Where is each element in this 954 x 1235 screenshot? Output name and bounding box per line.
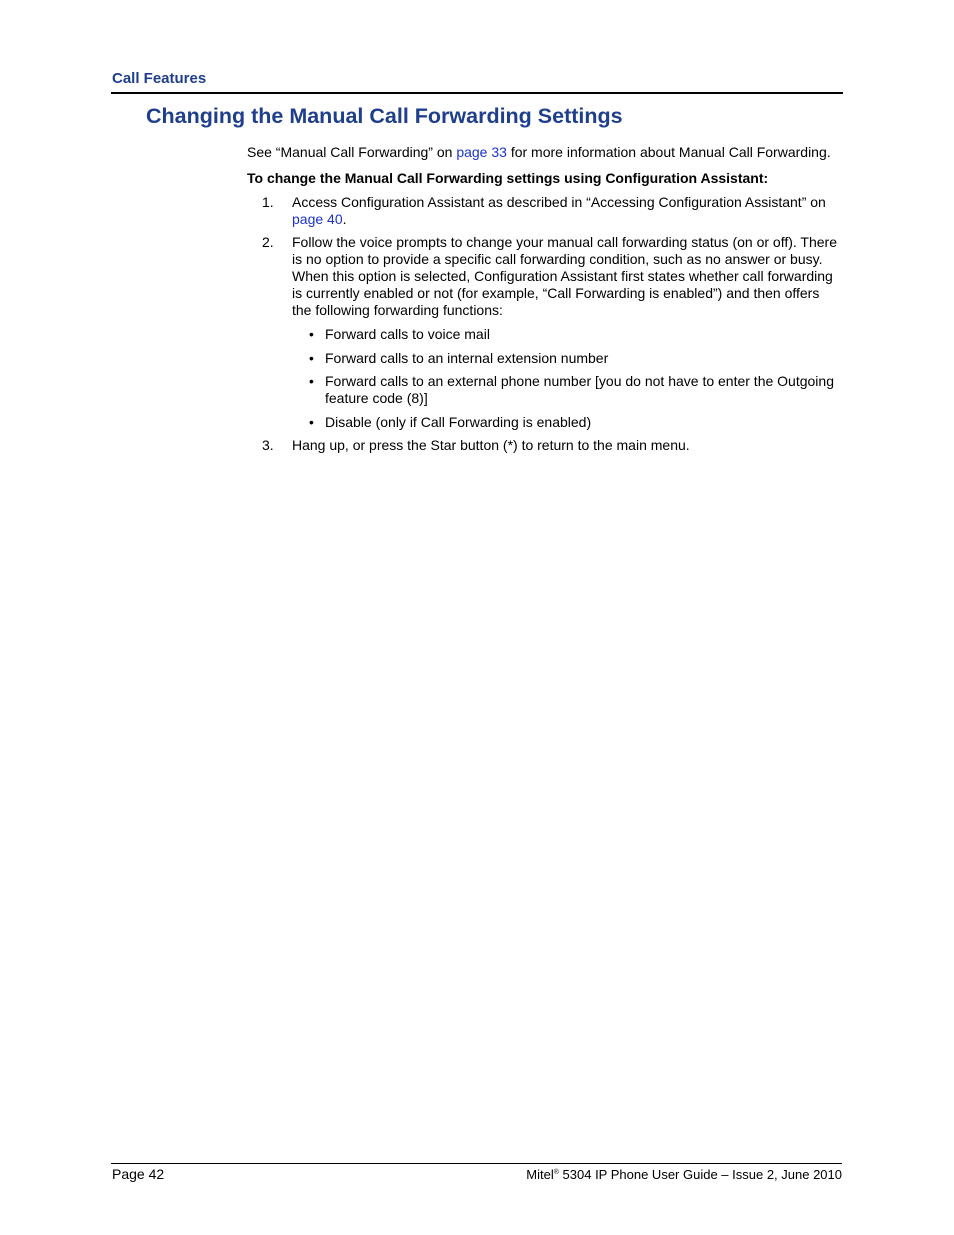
- bullet-item: [325, 373, 845, 407]
- step-2-line: Follow the voice prompts to change your manual call forwarding status (on or off). There: [292, 234, 837, 250]
- bullet-line: feature code (8)]: [325, 390, 428, 406]
- step-1-line: Access Configuration Assistant as described in “Accessing Configuration Assistant” on: [292, 194, 826, 210]
- step-2-number: 2.: [262, 234, 274, 250]
- step-2-line: is currently enabled or not (for example, “Call Forwarding is enabled”) and then offers: [292, 285, 820, 301]
- step-3-number: 3.: [262, 437, 274, 453]
- intro-text-before: See “Manual Call Forwarding” on: [247, 144, 457, 160]
- bullet-item: Forward calls to voice mail: [325, 326, 490, 342]
- step-2-text: [292, 234, 844, 319]
- running-header-section: Call Features: [112, 70, 207, 87]
- page-number: Page 42: [112, 1166, 165, 1182]
- registered-mark: ®: [553, 1169, 559, 1176]
- step-2-line: When this option is selected, Configuration Assistant first states whether call forwarding: [292, 268, 833, 284]
- footer-brand: Mitel: [526, 1167, 554, 1182]
- bullet-item: Forward calls to an internal extension number: [325, 350, 609, 366]
- page-title: Changing the Manual Call Forwarding Settings: [146, 104, 623, 128]
- intro-text-after: for more information about Manual Call Forwarding.: [506, 144, 831, 160]
- step-1-number: 1.: [262, 194, 274, 210]
- page-33-link[interactable]: page 33: [456, 144, 507, 160]
- footer-rule: [111, 1163, 842, 1164]
- bullet-icon: •: [309, 414, 314, 430]
- footer-document-title: [526, 1167, 842, 1182]
- procedure-heading: To change the Manual Call Forwarding settings using Configuration Assistant:: [247, 170, 769, 186]
- bullet-icon: •: [309, 326, 314, 342]
- step-2-line: the following forwarding functions:: [292, 302, 503, 318]
- bullet-icon: •: [309, 350, 314, 366]
- bullet-icon: •: [309, 373, 314, 389]
- step-2-line: is no option to provide a specific call forwarding condition, such as no answer or busy.: [292, 251, 823, 267]
- step-1-period: .: [342, 211, 347, 227]
- step-1-text: [292, 194, 844, 228]
- header-rule: [111, 92, 843, 94]
- page-40-link[interactable]: page 40: [292, 211, 343, 227]
- intro-paragraph: [247, 144, 847, 161]
- bullet-line: Forward calls to an external phone number [you do not have to enter the Outgoing: [325, 373, 834, 389]
- bullet-item: Disable (only if Call Forwarding is enabled): [325, 414, 592, 430]
- footer-doc-text: 5304 IP Phone User Guide – Issue 2, June 2010: [558, 1167, 842, 1182]
- step-3-text: Hang up, or press the Star button (*) to return to the main menu.: [292, 437, 690, 453]
